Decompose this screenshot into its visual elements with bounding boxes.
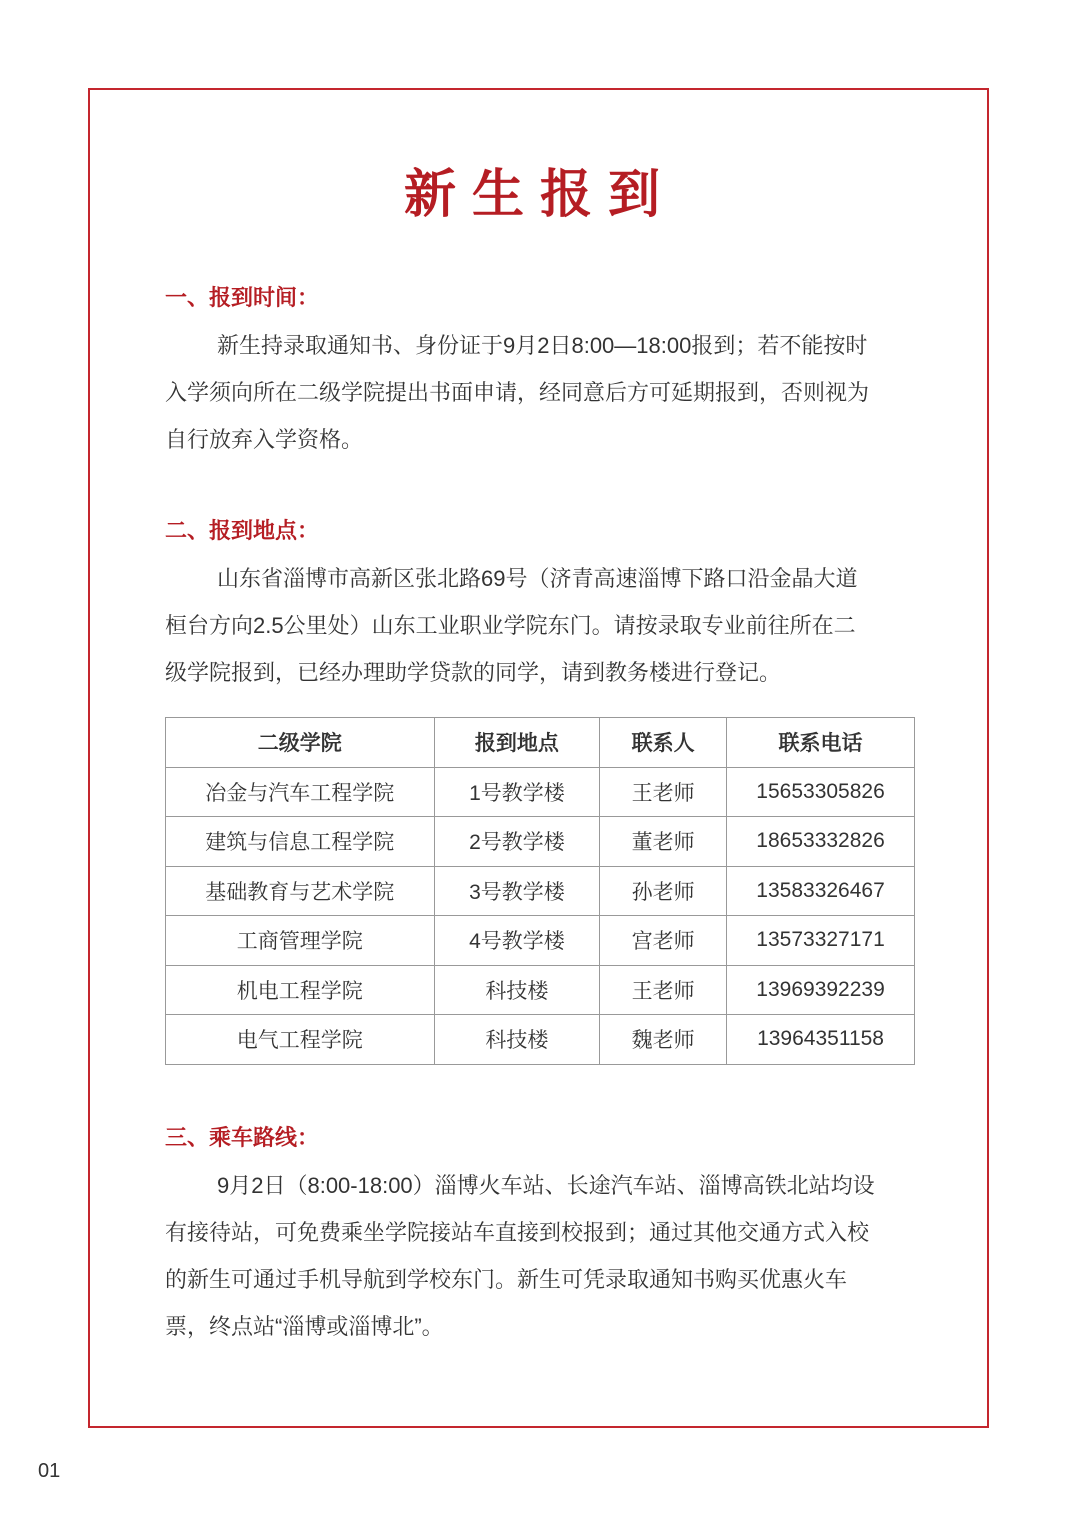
cell-college: 电气工程学院 bbox=[166, 1015, 435, 1065]
cell-location: 2号教学楼 bbox=[434, 817, 600, 867]
cell-college: 工商管理学院 bbox=[166, 916, 435, 966]
section-heading-location: 二、报到地点： bbox=[165, 518, 320, 543]
text-line: 有接待站，可免费乘坐学院接站车直接到校报到；通过其他交通方式入校 bbox=[165, 1220, 870, 1245]
section-heading-time: 一、报到时间： bbox=[165, 285, 320, 310]
page-number: 01 bbox=[38, 1460, 61, 1482]
cell-contact: 魏老师 bbox=[600, 1015, 727, 1065]
cell-college: 基础教育与艺术学院 bbox=[166, 866, 435, 916]
table-row bbox=[166, 965, 915, 1015]
table-row bbox=[166, 767, 915, 817]
text-line: 桓台方向2.5公里处）山东工业职业学院东门。请按录取专业前往所在二 bbox=[165, 613, 856, 638]
text-line: 新生持录取通知书、身份证于9月2日8:00—18:00报到；若不能按时 bbox=[217, 333, 868, 358]
cell-location: 1号教学楼 bbox=[434, 767, 600, 817]
table-row bbox=[166, 817, 915, 867]
header-college: 二级学院 bbox=[166, 718, 435, 768]
cell-college: 冶金与汽车工程学院 bbox=[166, 767, 435, 817]
cell-phone: 15653305826 bbox=[727, 767, 915, 817]
header-contact: 联系人 bbox=[600, 718, 727, 768]
text-line: 票，终点站“淄博或淄博北”。 bbox=[165, 1314, 444, 1339]
cell-phone: 13964351158 bbox=[727, 1015, 915, 1065]
header-phone: 联系电话 bbox=[727, 718, 915, 768]
section-body-location bbox=[165, 555, 915, 696]
cell-location: 4号教学楼 bbox=[434, 916, 600, 966]
cell-contact: 王老师 bbox=[600, 965, 727, 1015]
cell-location: 3号教学楼 bbox=[434, 866, 600, 916]
section-body-time bbox=[165, 322, 915, 463]
cell-phone: 13573327171 bbox=[727, 916, 915, 966]
cell-contact: 孙老师 bbox=[600, 866, 727, 916]
cell-location: 科技楼 bbox=[434, 1015, 600, 1065]
college-contact-table bbox=[165, 717, 915, 1065]
page-title: 新生报到 bbox=[403, 167, 676, 224]
text-line: 自行放弃入学资格。 bbox=[165, 427, 364, 452]
table-row bbox=[166, 916, 915, 966]
cell-phone: 13969392239 bbox=[727, 965, 915, 1015]
cell-contact: 宫老师 bbox=[600, 916, 727, 966]
cell-contact: 王老师 bbox=[600, 767, 727, 817]
text-line: 级学院报到，已经办理助学贷款的同学，请到教务楼进行登记。 bbox=[165, 660, 782, 685]
section-body-route bbox=[165, 1162, 915, 1350]
text-line: 的新生可通过手机导航到学校东门。新生可凭录取通知书购买优惠火车 bbox=[165, 1267, 848, 1292]
section-heading-route: 三、乘车路线： bbox=[165, 1125, 320, 1150]
cell-location: 科技楼 bbox=[434, 965, 600, 1015]
text-line: 山东省淄博市高新区张北路69号（济青高速淄博下路口沿金晶大道 bbox=[217, 566, 858, 591]
table-row bbox=[166, 1015, 915, 1065]
table-header-row bbox=[166, 718, 915, 768]
header-location: 报到地点 bbox=[434, 718, 600, 768]
cell-phone: 18653332826 bbox=[727, 817, 915, 867]
cell-phone: 13583326467 bbox=[727, 866, 915, 916]
table-row bbox=[166, 866, 915, 916]
text-line: 入学须向所在二级学院提出书面申请，经同意后方可延期报到，否则视为 bbox=[165, 380, 870, 405]
cell-college: 建筑与信息工程学院 bbox=[166, 817, 435, 867]
text-line: 9月2日（8:00-18:00）淄博火车站、长途汽车站、淄博高铁北站均设 bbox=[217, 1173, 875, 1198]
cell-college: 机电工程学院 bbox=[166, 965, 435, 1015]
cell-contact: 董老师 bbox=[600, 817, 727, 867]
